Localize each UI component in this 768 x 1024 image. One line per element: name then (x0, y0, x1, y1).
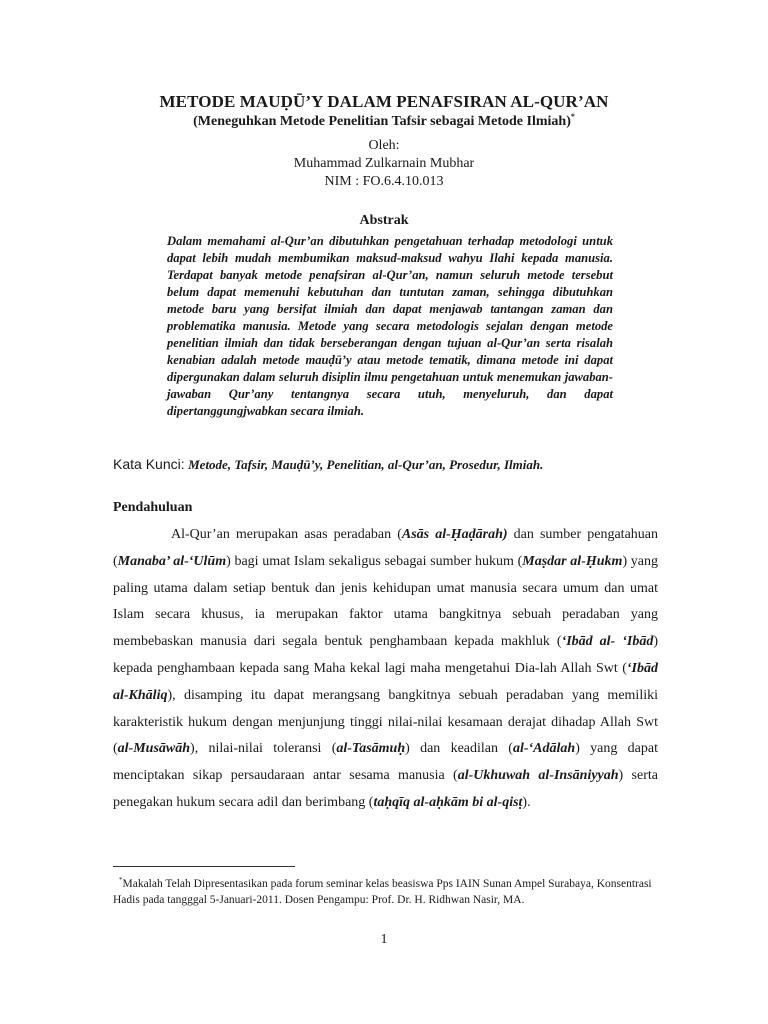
intro-text: ) dan keadilan ( (405, 741, 513, 757)
page-number: 1 (380, 932, 388, 947)
intro-text: ) kepada penghambaan kepada sang Maha kekal lagi maha mengetahui Dia-lah Allah Swt ( (113, 634, 658, 676)
intro-text: ) bagi umat Islam sekaligus sebagai sumber hukum ( (226, 553, 523, 569)
footnote (113, 872, 658, 908)
intro-term: Asās al-Ḥaḍārah) (401, 527, 508, 542)
intro-term: al-Ukhuwah al-Insāniyyah (457, 768, 619, 784)
intro-text: ), nilai-nilai toleransi ( (190, 741, 337, 757)
subtitle-text: (Meneguhkan Metode Penelitian Tafsir sebagai Metode Ilmiah) (193, 114, 571, 129)
intro-term: al-‘Adālah (512, 741, 576, 757)
author-nim: NIM : FO.6.4.10.013 (324, 174, 444, 189)
keywords-line (113, 456, 658, 474)
intro-term: Maṣdar al-Ḥukm (522, 553, 623, 569)
intro-text: Al-Qur’an merupakan asas peradaban ( (171, 527, 402, 542)
footnote-divider (113, 866, 295, 867)
section-heading: Pendahuluan (113, 500, 193, 515)
author-name: Muhammad Zulkarnain Mubhar (293, 156, 475, 171)
intro-term: al-Musāwāh (117, 741, 191, 757)
author-block (0, 137, 768, 191)
intro-term: ‘Ibād al-Khāliq (113, 660, 658, 703)
footnote-text: Makalah Telah Dipresentasikan pada forum seminar kelas beasiswa Pps IAIN Sunan Ampel Surabaya, Konsentrasi Hadis pada tangggal 5-Januari-2011. Dosen Pengampu: Prof. Dr. H. Ridhwan Nasir, MA. (113, 878, 652, 906)
intro-term: taḥqīq al-aḥkām bi al-qisṭ (373, 794, 523, 810)
intro-text: ). (522, 794, 531, 810)
abstract-heading: Abstrak (359, 213, 409, 228)
keywords-list: Metode, Tafsir, Mauḍū’y, Penelitian, al-Qur’an, Prosedur, Ilmiah. (188, 457, 544, 472)
intro-term: al-Tasāmuḥ (336, 741, 406, 757)
keywords-label: Kata Kunci: (113, 456, 185, 472)
intro-text: ), disamping itu dapat merangsang bangkitnya sebuah peradaban yang memiliki karakteristik hukum dengan menjunjung tinggi nilai-nilai kesamaan derajat dihadap Allah Swt ( (113, 687, 658, 757)
intro-text: ) yang paling utama dalam setiap bentuk dan jenis kehidupan umat manusia secara umum dan umat Islam secara khusus, ia merupakan faktor utama bangkitnya sebuah peradaban yang membebaskan manusia dari segala bentuk penghambaan kepada makhluk ( (113, 553, 658, 650)
intro-paragraph (113, 522, 658, 817)
intro-term: Manaba’ al-‘Ulūm (117, 553, 227, 569)
footnote-mark: * (119, 876, 123, 884)
author-by-label: Oleh: (368, 138, 400, 153)
abstract-text: Dalam memahami al-Qur’an dibutuhkan pengetahuan terhadap metodologi untuk dapat lebih mudah membumikan maksud-maksud wahyu Ilahi kepada manusia. Terdapat banyak metode penafsiran al-Qur’an, namun seluruh metode tersebut belum dapat memenuhi kebutuhan dan tuntutan zaman, sehingga dibutuhkan metode baru yang bersifat ilmiah dan dapat menjawab tantangan zaman dan problematika manusia. Metode yang secara metodologis sejalan dengan metode penelitian ilmiah dan tidak berseberangan dengan tujuan al-Qur’an serta risalah kenabian adalah metode mauḍū’y atau metode tematik, dimana metode ini dapat dipergunakan dalam seluruh disiplin ilmu pengetahuan untuk menemukan jawaban-jawaban Qur’any tentangnya secara utuh, menyeluruh, dan dapat dipertanggungjwabkan secara ilmiah. (167, 234, 613, 418)
footnote-reference: * (570, 112, 575, 121)
intro-text: ) yang dapat menciptakan sikap persaudaraan antar sesama manusia ( (113, 741, 658, 784)
document-subtitle (0, 112, 768, 130)
intro-text: ) serta penegakan hukum secara adil dan berimbang ( (113, 768, 658, 810)
intro-text: dan sumber pengatahuan ( (113, 527, 658, 569)
intro-term: ‘Ibād al- ‘Ibād (561, 634, 654, 650)
document-title: METODE MAUḌŪ’Y DALAM PENAFSIRAN AL-QUR’AN (159, 92, 609, 111)
